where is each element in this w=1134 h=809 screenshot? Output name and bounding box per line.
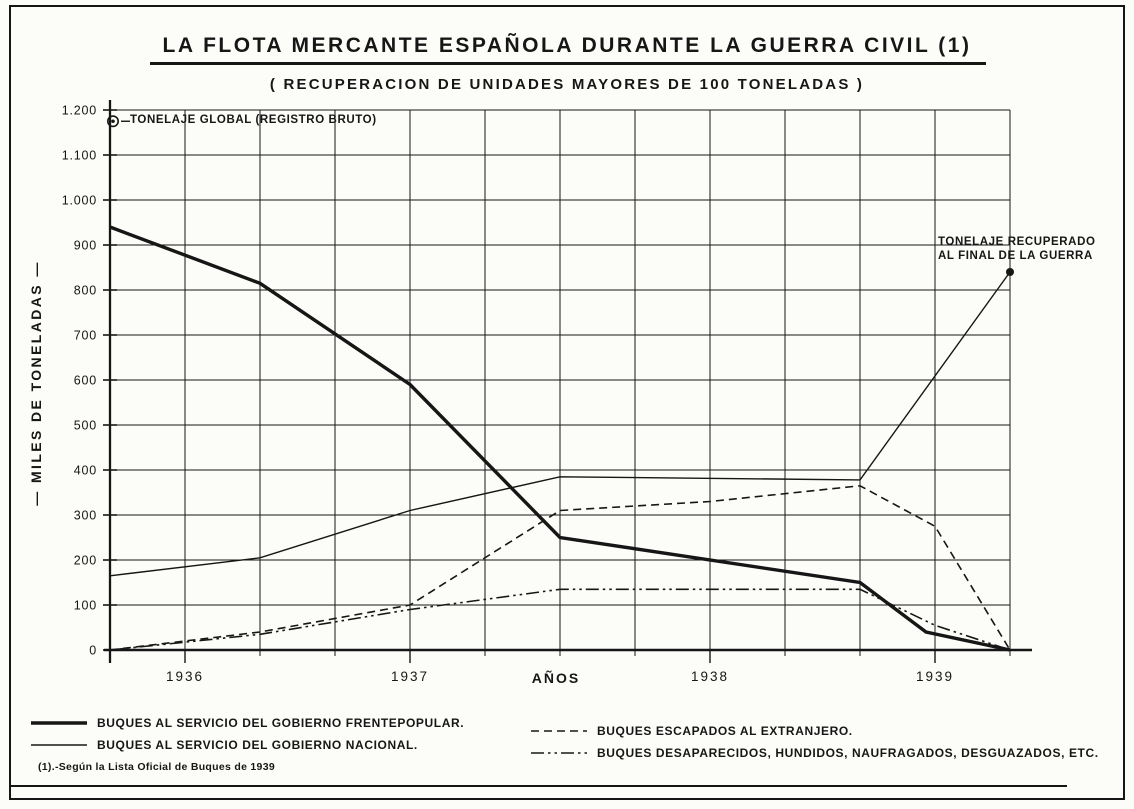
legend-line-sample-dashdotdot (530, 748, 588, 758)
x-tick-label: 1936 (165, 669, 205, 684)
annotation-tonelaje-recuperado-line1: TONELAJE RECUPERADO (938, 236, 1096, 248)
y-axis-title: — MILES DE TONELADAS — (28, 260, 44, 506)
y-tick-label: 0 (89, 643, 97, 658)
annotation-tonelaje-recuperado (938, 236, 1096, 263)
marker-tonelaje-recuperado (1006, 268, 1014, 276)
x-tick-label: 1938 (690, 669, 730, 684)
y-tick-label: 300 (73, 508, 97, 523)
x-tick-label: 1937 (390, 669, 430, 684)
y-tick-label: 1.000 (61, 193, 97, 208)
axes (104, 100, 1032, 663)
annotation-tonelaje-global (130, 114, 377, 128)
legend-right-column (530, 724, 1099, 760)
legend-item-escapados (530, 724, 1099, 738)
y-axis-ticks (62, 104, 117, 658)
y-tick-label: 500 (73, 418, 97, 433)
y-tick-label: 600 (73, 373, 97, 388)
chart-subtitle: ( RECUPERACION DE UNIDADES MAYORES DE 100 TONELADAS ) (269, 76, 865, 93)
legend-left-column (30, 716, 464, 752)
y-tick-label: 800 (73, 283, 97, 298)
grid-layer (110, 110, 1010, 656)
x-axis-title: AÑOS (531, 670, 581, 686)
chart-title: LA FLOTA MERCANTE ESPAÑOLA DURANTE LA GUERRA CIVIL (1) (162, 34, 972, 57)
legend-item-desaparecidos (530, 746, 1099, 760)
annotation-tonelaje-global-label: TONELAJE GLOBAL (REGISTRO BRUTO) (130, 114, 377, 126)
y-tick-label: 900 (73, 238, 97, 253)
y-tick-label: 1.200 (61, 103, 97, 118)
y-tick-label: 700 (73, 328, 97, 343)
legend-label: BUQUES AL SERVICIO DEL GOBIERNO NACIONAL. (97, 738, 418, 752)
y-tick-label: 100 (73, 598, 97, 613)
legend-item-frentepopular (30, 716, 464, 730)
y-tick-label: 400 (73, 463, 97, 478)
legend-item-nacional (30, 738, 464, 752)
legend-line-sample-solid-thin (30, 740, 88, 750)
legend-line-sample-solid-thick (30, 718, 88, 728)
y-tick-label: 1.100 (61, 148, 97, 163)
footnote: (1).-Según la Lista Oficial de Buques de 1939 (38, 761, 275, 773)
x-tick-label: 1939 (915, 669, 955, 684)
legend-label: BUQUES ESCAPADOS AL EXTRANJERO. (597, 724, 853, 738)
legend-label: BUQUES AL SERVICIO DEL GOBIERNO FRENTEPOPULAR. (97, 716, 465, 730)
legend-line-sample-dashed (530, 726, 588, 736)
y-tick-label: 200 (73, 553, 97, 568)
annotation-tonelaje-recuperado-line2: AL FINAL DE LA GUERRA (938, 249, 1093, 262)
legend-label: BUQUES DESAPARECIDOS, HUNDIDOS, NAUFRAGADOS, DESGUAZADOS, ETC. (597, 746, 1099, 760)
